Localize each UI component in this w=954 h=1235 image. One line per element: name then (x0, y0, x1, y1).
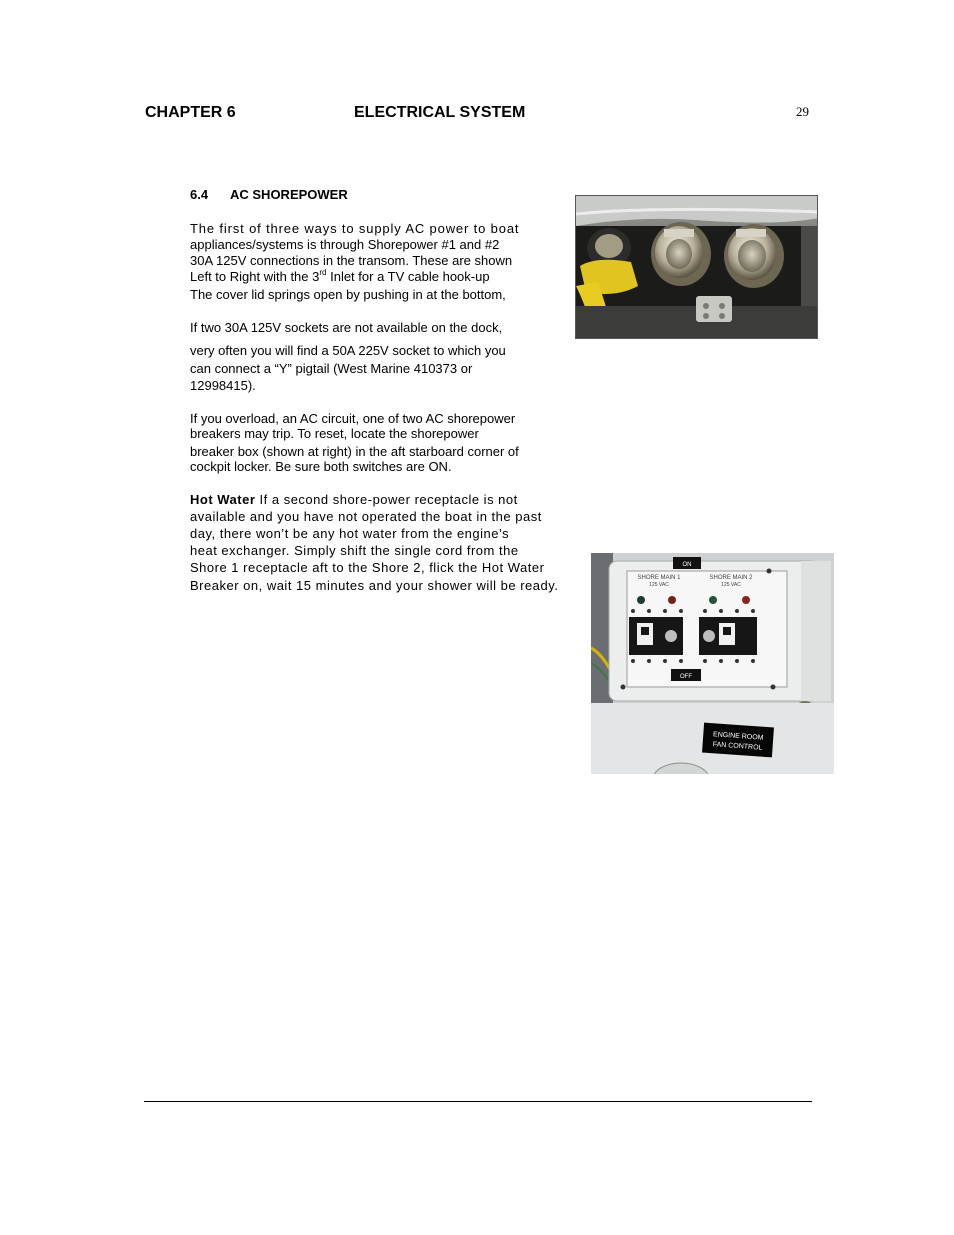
paragraph-line: heat exchanger. Simply shift the single cord from the (190, 543, 519, 558)
breaker-box-photo (591, 553, 834, 774)
chapter-label: CHAPTER 6 (145, 104, 236, 121)
shore-main-1-voltage: 125 VAC (649, 582, 669, 588)
paragraph-line: very often you will find a 50A 225V socket to which you (190, 343, 506, 358)
paragraph-line: 30A 125V connections in the transom. These are shown (190, 253, 513, 268)
paragraph-line: appliances/systems is through Shorepower #1 and #2 (190, 237, 500, 252)
shore-main-2-voltage: 125 VAC (721, 582, 741, 588)
page-number: 29 (796, 104, 809, 119)
superscript: rd (319, 268, 327, 277)
on-tag-text: ON (682, 562, 692, 568)
chapter-title: ELECTRICAL SYSTEM (354, 104, 526, 121)
paragraph-line: If you overload, an AC circuit, one of two AC shorepower (190, 411, 516, 426)
engine-room-plaque-line2: FAN CONTROL (712, 741, 763, 752)
paragraph-line (190, 269, 490, 285)
paragraph-line: available and you have not operated the boat in the past (190, 509, 542, 524)
text-fragment: If a second shore-power receptacle is not (255, 492, 518, 507)
paragraph-line: day, there won’t be any hot water from the engine’s (190, 526, 510, 541)
shore-main-2-label: SHORE MAIN 2 (709, 575, 753, 581)
paragraph-line: 12998415). (190, 378, 256, 393)
hot-water-label: Hot Water (190, 492, 256, 507)
paragraph-line: breaker box (shown at right) in the aft starboard corner of (190, 444, 519, 459)
section-number: 6.4 (190, 187, 209, 202)
footer-rule (144, 1101, 812, 1102)
paragraph-line: Shore 1 receptacle aft to the Shore 2, flick the Hot Water (190, 560, 545, 575)
paragraph-line: The first of three ways to supply AC power to boat (190, 221, 520, 236)
text-fragment: Inlet for a TV cable hook-up (326, 269, 490, 284)
section-heading (190, 187, 348, 202)
paragraph-line: can connect a “Y” pigtail (West Marine 410373 or (190, 361, 473, 376)
shore-main-1-label: SHORE MAIN 1 (637, 575, 681, 581)
shorepower-inlets-photo (575, 195, 818, 339)
text-fragment: Left to Right with the 3 (190, 269, 320, 284)
engine-room-plaque-line1: ENGINE ROOM (712, 731, 764, 742)
section-title: AC SHOREPOWER (230, 187, 348, 202)
paragraph-line: If two 30A 125V sockets are not available on the dock, (190, 320, 503, 335)
paragraph-line: The cover lid springs open by pushing in at the bottom, (190, 287, 506, 302)
paragraph-line (190, 492, 518, 508)
off-tag-text: OFF (680, 674, 692, 680)
paragraph-line: breakers may trip. To reset, locate the shorepower (190, 426, 479, 441)
breaker-box-illustration (591, 553, 834, 774)
paragraph-line: Breaker on, wait 15 minutes and your shower will be ready. (190, 578, 559, 593)
paragraph-line: cockpit locker. Be sure both switches are ON. (190, 459, 452, 474)
shorepower-inlets-illustration (576, 196, 818, 339)
